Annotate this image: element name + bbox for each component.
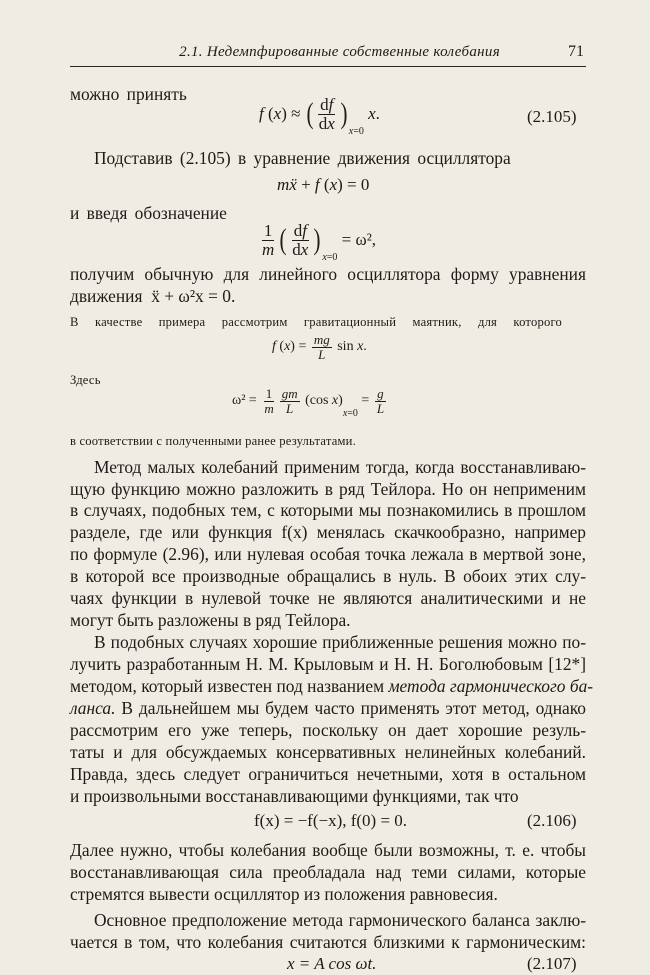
equation-2-105: f ( x ) ≈ ( $\frac{df}{dx}$ ) x=0 x . bbox=[259, 95, 380, 137]
text-line-part: В дальнейшем мы будем часто применять этот метод, однако bbox=[121, 698, 586, 718]
text-line bbox=[70, 698, 586, 719]
text-line bbox=[70, 676, 594, 697]
text-line: в которой все производные обращались в нуль. В обоих этих слу- bbox=[70, 566, 586, 586]
italic-term: метода гармонического ба- bbox=[388, 676, 594, 696]
text-line-part: методом, который известен под названием bbox=[70, 676, 385, 696]
small-text-line: В качестве примера рассмотрим гравитационный маятник, для которого bbox=[70, 315, 562, 329]
linear-equation: ẍ + ω²x = 0. bbox=[151, 286, 236, 306]
small-text-line: Здесь bbox=[70, 373, 101, 387]
text-line-part: движения bbox=[70, 286, 143, 306]
equation-number: (2.107) bbox=[527, 954, 577, 973]
small-text-line: в соответствии с полученными ранее результатами. bbox=[70, 434, 356, 448]
text-line: лучить разработанным Н. М. Крыловым и Н. Н. Боголюбовым [12*] bbox=[70, 654, 586, 674]
equation-2-107: x = A cos ωt. bbox=[287, 954, 377, 973]
text-line: Далее нужно, чтобы колебания вообще были возможны, т. е. чтобы bbox=[70, 840, 586, 860]
text-line: В подобных случаях хорошие приближенные решения можно по- bbox=[94, 632, 586, 652]
text-line: могут быть разложены в ряд Тейлора. bbox=[70, 610, 351, 630]
equation-pendulum: f ( x ) = $\frac{mg}{L}$ sin x . bbox=[272, 332, 367, 362]
equation-omega-result: ω² = $\frac{1}{m}$ $\frac{gm}{L}$ (cos x ) x=0 = $\frac{g}{L}$ bbox=[232, 386, 385, 420]
text-line: и произвольными восстанавливающими функциями, так что bbox=[70, 786, 519, 806]
running-header bbox=[70, 42, 586, 67]
text-line: Подставив (2.105) в уравнение движения осциллятора bbox=[94, 148, 511, 168]
equation-number: (2.106) bbox=[527, 811, 577, 830]
header-title: 2.1. Недемпфированные собственные колебания bbox=[179, 44, 500, 60]
text-line: Метод малых колебаний применим тогда, когда восстанавливаю- bbox=[94, 457, 586, 477]
page-number: 71 bbox=[568, 43, 584, 60]
equation-number: (2.105) bbox=[527, 107, 577, 126]
text-line: по формуле (2.96), или нулевая особая точка лежала в мертвой зоне, bbox=[70, 544, 586, 564]
text-line: чается в том, что колебания считаются близкими к гармоническим: bbox=[70, 932, 586, 952]
equation-omega-definition: $\frac{1}{m}$ ( $\frac{df}{dx}$ ) x=0 = ω², bbox=[262, 221, 377, 263]
text-line: Правда, здесь следует ограничиться нечетными, хотя в остальном bbox=[70, 764, 586, 784]
text-line: в случаях, подобных тем, с которыми мы познакомились в прошлом bbox=[70, 500, 586, 520]
text-line: рассмотрим его уже теперь, поскольку он дает хорошие резуль- bbox=[70, 720, 586, 740]
equation-motion: m ẍ + f ( x ) = 0 bbox=[277, 175, 370, 194]
text-line: чаях функции в нулевой точке не являются аналитическими и не bbox=[70, 588, 586, 608]
text-line: и введя обозначение bbox=[70, 203, 227, 223]
text-line: Основное предположение метода гармонического баланса заклю- bbox=[94, 910, 586, 930]
text-line: разделе, где или функция f(x) менялась скачкообразно, например bbox=[70, 522, 586, 542]
text-line: стремятся вывести осциллятор из положения равновесия. bbox=[70, 884, 498, 904]
text-line: восстанавливающая сила преобладала над теми силами, которые bbox=[70, 862, 586, 882]
text-line: получим обычную для линейного осциллятора форму уравнения bbox=[70, 264, 586, 284]
text-line: можно принять bbox=[70, 84, 187, 104]
italic-term: ланса. bbox=[70, 698, 116, 718]
text-line bbox=[70, 286, 235, 307]
text-line: щую функцию можно разложить в ряд Тейлора. Но он неприменим bbox=[70, 479, 586, 499]
text-line: таты и для обсуждаемых консервативных нелинейных колебаний. bbox=[70, 742, 586, 762]
equation-2-106: f(x) = −f(−x), f(0) = 0. bbox=[254, 811, 408, 830]
